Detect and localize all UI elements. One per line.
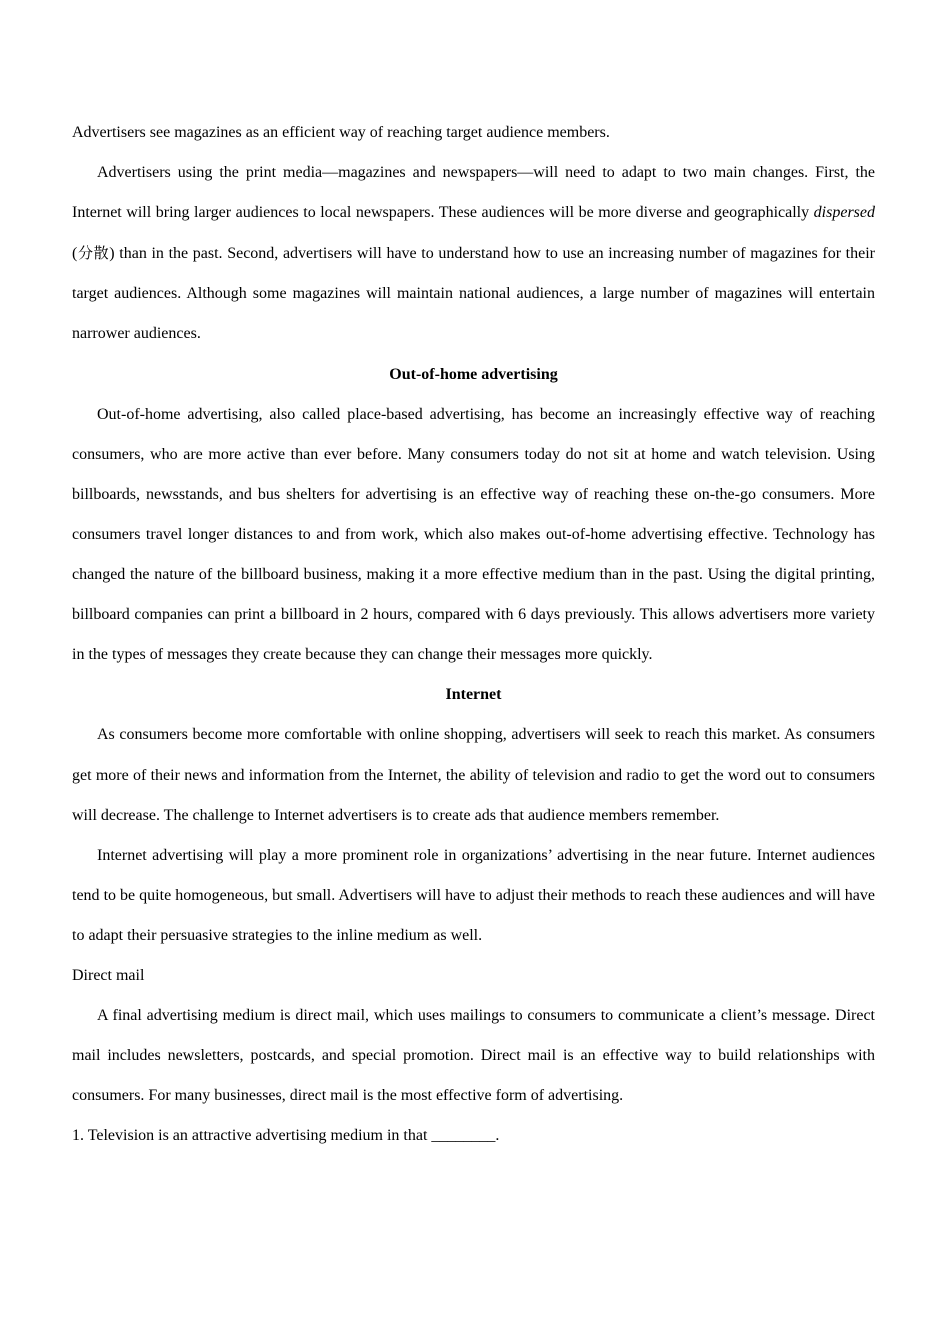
heading-out-of-home: Out-of-home advertising — [389, 365, 558, 383]
print-text-before: Advertisers using the print media—magazines and newspapers—will need to adapt to two main changes. First, the Internet will bring larger audiences to local newspapers. These audiences will be more diverse and geographically — [72, 164, 875, 222]
gloss-open: ( — [72, 245, 78, 263]
print-text-after: than in the past. Second, advertisers will have to understand how to use an increasing number of magazines for their target audiences. Although some magazines will maintain national audiences, a large number of magazines will entertain narrower audiences. — [72, 245, 875, 343]
question-1: 1. Television is an attractive advertising medium in that ________. — [72, 1127, 500, 1145]
heading-internet: Internet — [445, 686, 502, 704]
paragraph-direct-mail: A final advertising medium is direct mail, which uses mailings to consumers to communicate a client’s message. Direct mail includes newsletters, postcards, and special promotion. Direct mail is an effective way to build relationships with consumers. For many businesses, direct mail is the most effective form of advertising. — [72, 1007, 875, 1105]
paragraph-internet-1: As consumers become more comfortable with online shopping, advertisers will seek to reach this market. As consumers get more of their news and information from the Internet, the ability of television and radio to get the word out to consumers will decrease. The challenge to Internet advertisers is to create ads that audience members remember. — [72, 726, 875, 824]
heading-direct-mail: Direct mail — [72, 966, 145, 984]
italic-term-dispersed: dispersed — [813, 204, 875, 222]
paragraph-out-of-home: Out-of-home advertising, also called place-based advertising, has become an increasingly effective way of reaching consumers, who are more active than ever before. Many consumers today do not sit at home and watch television. Using billboards, newsstands, and bus shelters for advertising is an effective way of reaching these on-the-go consumers. More consumers travel longer distances to and from work, which also makes out-of-home advertising effective. Technology has changed the nature of the billboard business, making it a more effective medium than in the past. Using the digital printing, billboard companies can print a billboard in 2 hours, compared with 6 days previously. This allows advertisers more variety in the types of messages they create because they can change their messages more quickly. — [72, 405, 875, 664]
gloss-close: ) — [109, 245, 115, 263]
chinese-gloss: 分散 — [77, 244, 110, 263]
paragraph-intro: Advertisers see magazines as an efficient way of reaching target audience members. — [72, 124, 610, 141]
document-page — [72, 113, 875, 1156]
paragraph-internet-2: Internet advertising will play a more prominent role in organizations’ advertising in the near future. Internet audiences tend to be quite homogeneous, but small. Advertisers will have to adjust their methods to reach these audiences and will have to adapt their persuasive strategies to the inline medium as well. — [72, 846, 875, 944]
paragraph-print-media — [72, 153, 875, 354]
